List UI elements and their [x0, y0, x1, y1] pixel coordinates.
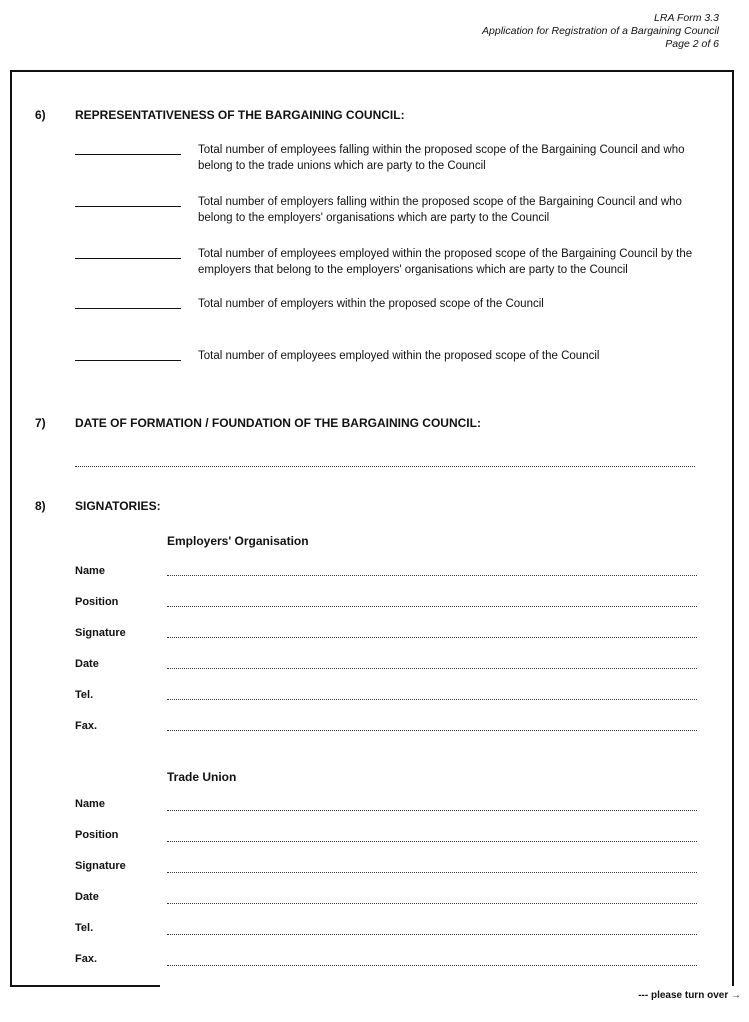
employer-signature-field[interactable] [167, 637, 697, 638]
union-tel-field[interactable] [167, 934, 697, 935]
union-name-label: Name [75, 798, 105, 810]
section-6-title: REPRESENTATIVENESS OF THE BARGAINING COUNCIL: [75, 108, 405, 122]
trade-union-heading: Trade Union [167, 770, 237, 784]
formation-date-field[interactable] [75, 466, 695, 467]
employer-position-field[interactable] [167, 606, 697, 607]
employers-org-count-field[interactable] [75, 206, 181, 207]
employer-signature-label: Signature [75, 627, 126, 639]
form-title: Application for Registration of a Bargaining Council [482, 25, 719, 37]
section-8-title: SIGNATORIES: [75, 499, 161, 513]
union-fax-label: Fax. [75, 953, 98, 965]
employer-date-label: Date [75, 658, 99, 670]
employees-by-org-employers-label: Total number of employees employed within the proposed scope of the Bargaining Council by the employers that belong to the employers' organisations which are party to the Council [198, 248, 693, 276]
employer-tel-label: Tel. [75, 689, 94, 701]
total-employees-field[interactable] [75, 360, 181, 361]
total-employees-label: Total number of employees employed within the proposed scope of the Council [198, 350, 600, 362]
employer-position-label: Position [75, 596, 119, 608]
employees-union-count-field[interactable] [75, 154, 181, 155]
form-number: LRA Form 3.3 [654, 12, 719, 24]
employers-org-count-label: Total number of employers falling within the proposed scope of the Bargaining Council and who belong to the employers' organisations which are party to the Council [198, 196, 682, 224]
employer-tel-field[interactable] [167, 699, 697, 700]
section-8-number: 8) [35, 499, 46, 513]
frame-bottom-rule [10, 985, 160, 987]
employer-name-label: Name [75, 565, 105, 577]
union-fax-field[interactable] [167, 965, 697, 966]
page-number: Page 2 of 6 [665, 38, 719, 50]
union-date-label: Date [75, 891, 99, 903]
section-7-number: 7) [35, 416, 46, 430]
union-signature-label: Signature [75, 860, 126, 872]
employer-name-field[interactable] [167, 575, 697, 576]
employer-fax-field[interactable] [167, 730, 697, 731]
employees-union-count-label: Total number of employees falling within the proposed scope of the Bargaining Council and who belong to the trade unions which are party to the Council [198, 144, 685, 172]
union-tel-label: Tel. [75, 922, 94, 934]
total-employers-label: Total number of employers within the proposed scope of the Council [198, 298, 544, 310]
section-6-number: 6) [35, 108, 46, 122]
employees-by-org-employers-field[interactable] [75, 258, 181, 259]
union-signature-field[interactable] [167, 872, 697, 873]
please-turn-over: --- please turn over → [638, 990, 741, 1001]
employer-fax-label: Fax. [75, 720, 98, 732]
employer-date-field[interactable] [167, 668, 697, 669]
total-employers-field[interactable] [75, 308, 181, 309]
union-name-field[interactable] [167, 810, 697, 811]
union-date-field[interactable] [167, 903, 697, 904]
section-7-title: DATE OF FORMATION / FOUNDATION OF THE BARGAINING COUNCIL: [75, 416, 481, 430]
union-position-field[interactable] [167, 841, 697, 842]
page-header [482, 12, 719, 51]
employers-organisation-heading: Employers' Organisation [167, 534, 309, 548]
union-position-label: Position [75, 829, 119, 841]
